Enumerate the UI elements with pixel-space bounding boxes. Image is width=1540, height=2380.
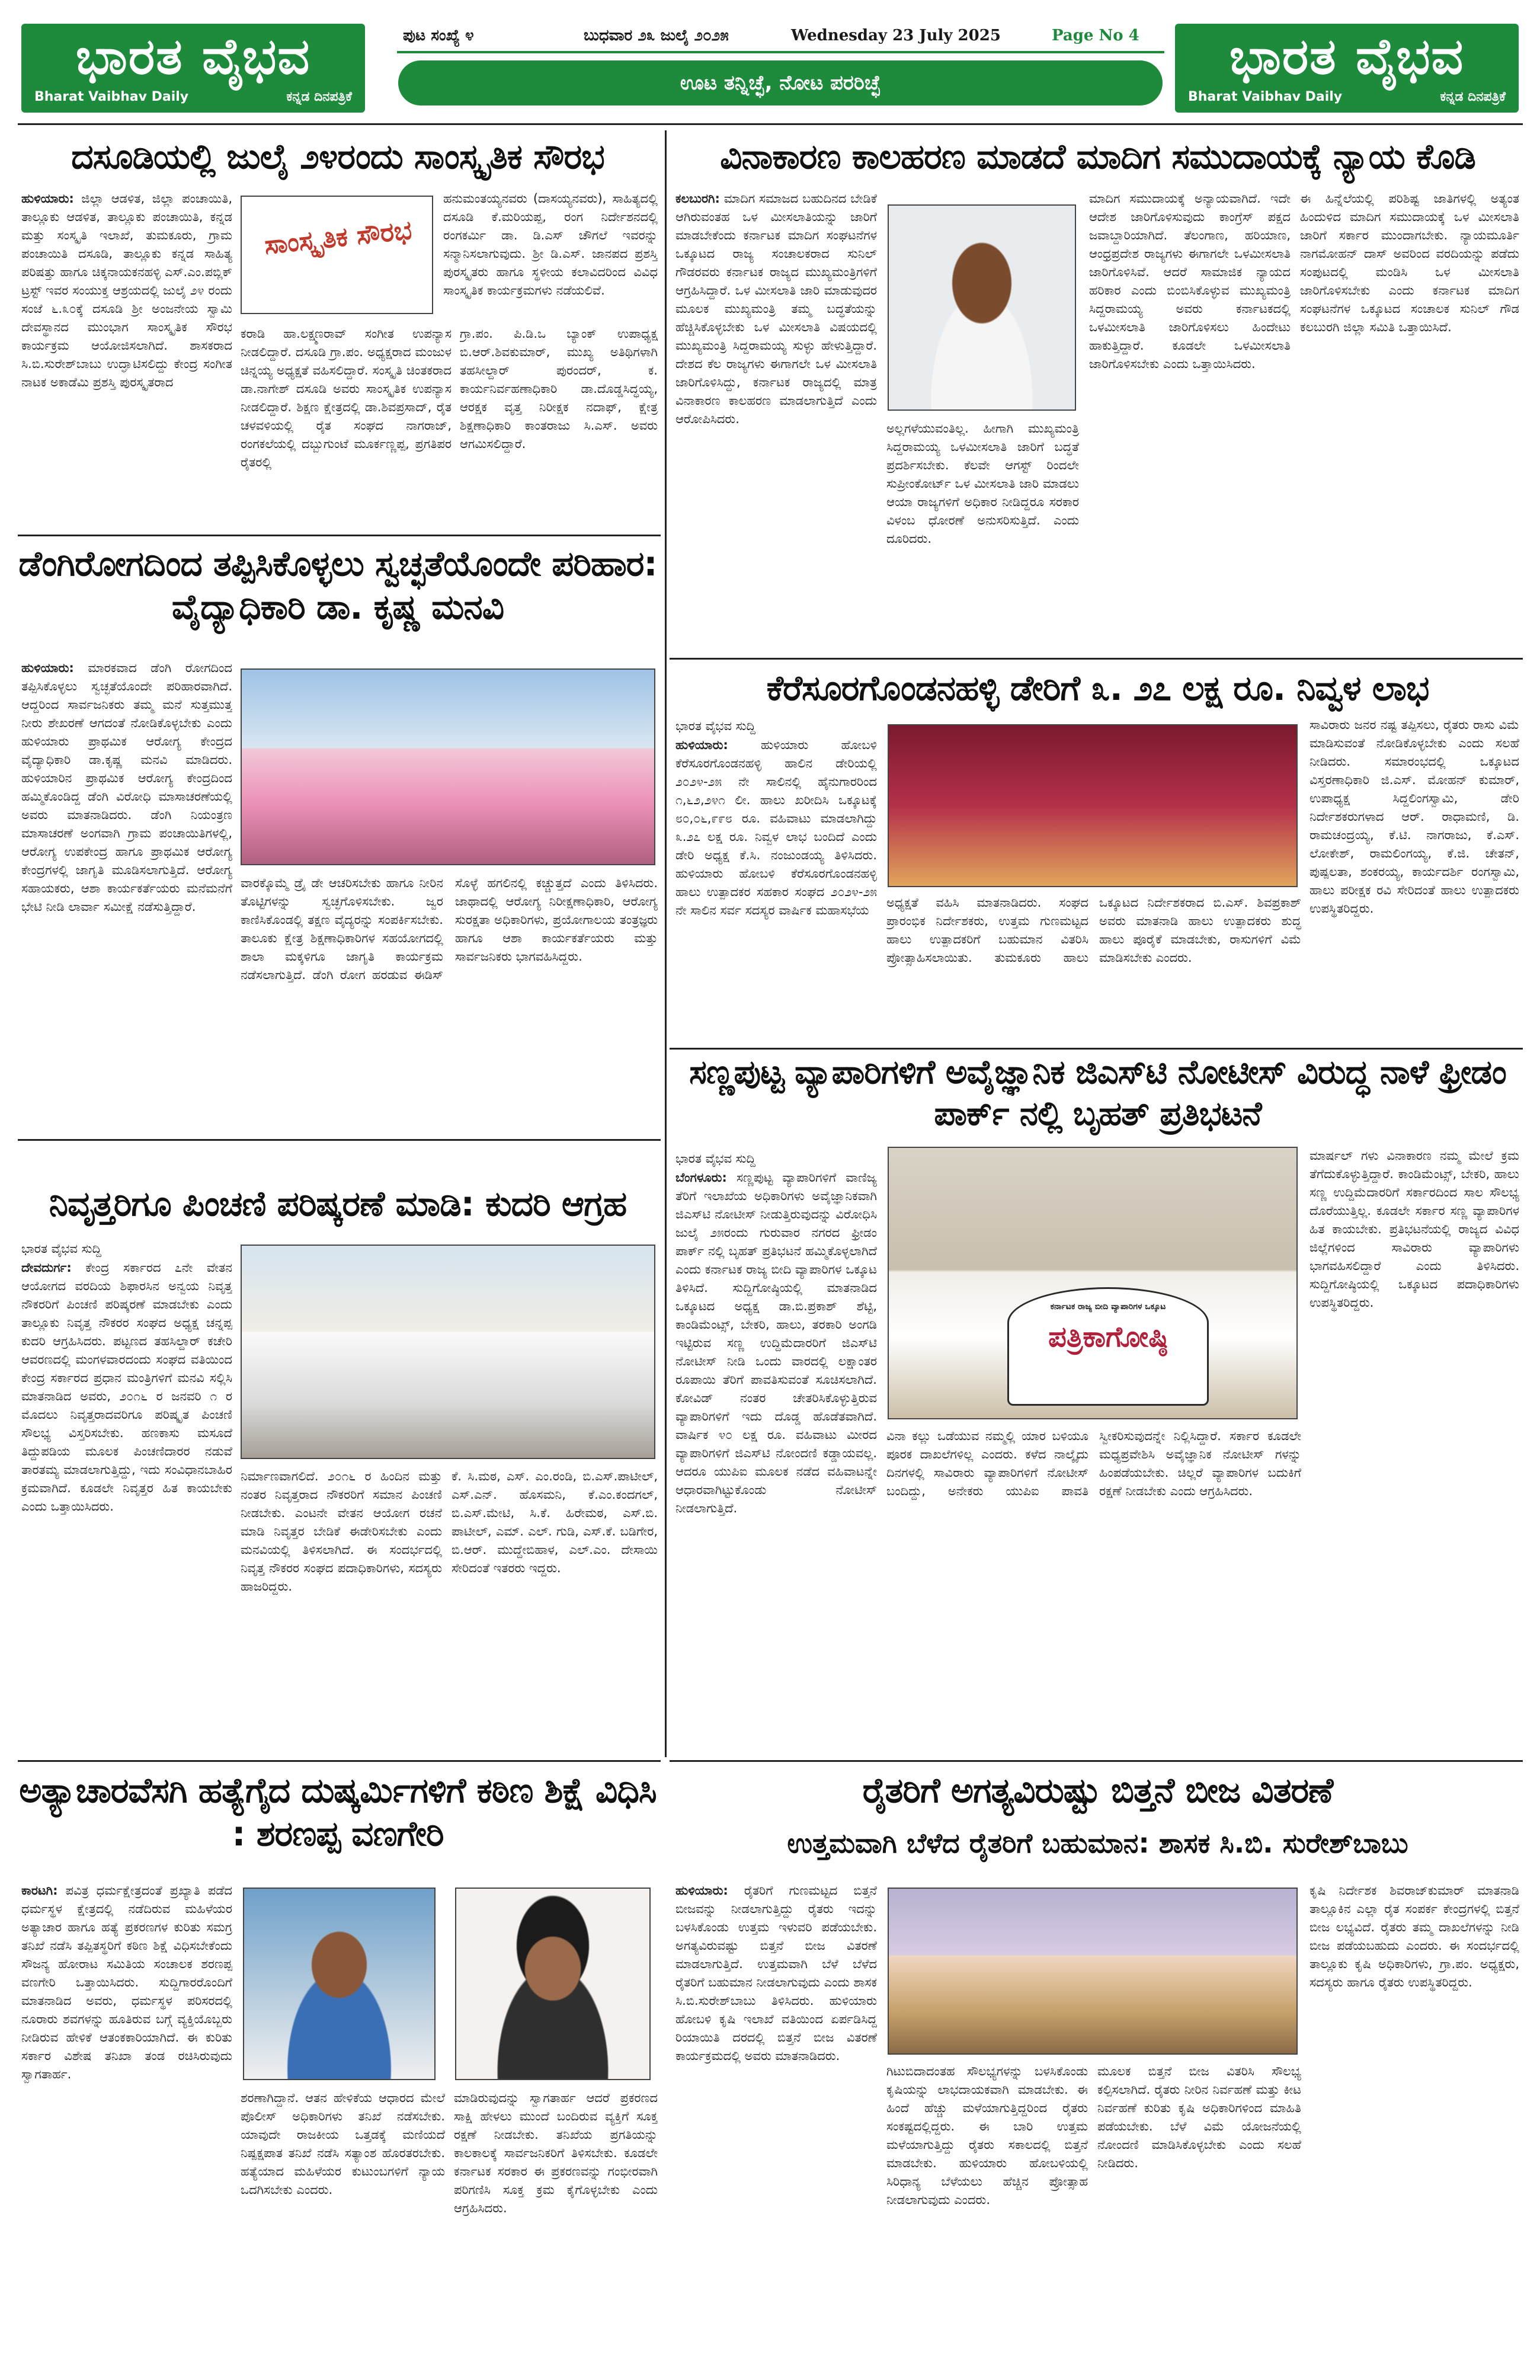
dateline: ಹುಳಿಯಾರು: <box>21 661 74 675</box>
logo-kn: ಕನ್ನಡ ದಿನಪತ್ರಿಕೆ <box>1440 89 1506 104</box>
headline-a6: ನಿವೃತ್ತರಿಗೂ ಪಿಂಚಣಿ ಪರಿಷ್ಕರಣೆ ಮಾಡಿ: ಕುದರಿ ಆಗ್ರಹ <box>49 1183 627 1224</box>
section-rule <box>18 535 661 536</box>
banner-main-text: ಪತ್ರಿಕಾಗೋಷ್ಠಿ <box>1048 1320 1168 1354</box>
a5-press-meet-photo <box>888 1147 1298 1419</box>
dateline: ಹುಳಿಯಾರು: <box>675 738 728 752</box>
a5-col1: ಬೆಂಗಳೂರು: ಸಣ್ಣಪುಟ್ಟ ವ್ಯಾಪಾರಿಗಳಿಗೆ ವಾಣಿಜ್ಯ ತೆರಿಗೆ ಇಲಾಖೆಯ ಅಧಿಕಾರಿಗಳು ಅವೈಜ್ಞಾನಿಕವಾಗಿ ಜಿಎಸ್‌ಟಿ ನೋಟೀಸ್ ನೀಡುತ್ತಿರುವುದನ್ನು ವಿರೋಧಿಸಿ ಜುಲೈ ೨೫ರಂದು ಗುರುವಾರ ನಗರದ ಫ್ರೀಡಂ ಪಾರ್ಕ್ ನಲ್ಲಿ ಬೃಹತ್ ಪ್ರತಿಭಟನೆ ಹಮ್ಮಿಕೊಳ್ಳಲಾಗಿದೆ ಎಂದು ಕರ್ನಾಟಕ ರಾಜ್ಯ ಬೀದಿ ವ್ಯಾಪಾರಿಗಳ ಒಕ್ಕೂಟ ತಿಳಿಸಿದೆ. ಸುದ್ದಿಗೋಷ್ಠಿಯಲ್ಲಿ ಮಾತನಾಡಿದ ಒಕ್ಕೂಟದ ಅಧ್ಯಕ್ಷ ಡಾ.ಬಿ.ಪ್ರಕಾಶ್ ಶೆಟ್ಟಿ, ಕಾಂಡಿಮೆಂಟ್ಸ್, ಬೇಕರಿ, ಹಾಲು, ತರಕಾರಿ ಅಂಗಡಿ ಇಟ್ಟಿರುವ ಸಣ್ಣ ಉದ್ದಿಮೆದಾರರಿಗೆ ಜಿಎಸ್‌ಟಿ ನೋಟೀಸ್ ನೀಡಿ ಒಂದು ವಾರದಲ್ಲಿ ಲಕ್ಷಾಂತರ ರೂಪಾಯಿ ತೆರಿಗೆ ಪಾವತಿಸುವಂತೆ ಸೂಚಿಸಲಾಗಿದೆ. ಕೋವಿಡ್ ನಂತರ ಚೇತರಿಸಿಕೊಳ್ಳುತ್ತಿರುವ ವ್ಯಾಪಾರಿಗಳಿಗೆ ಇದು ದೊಡ್ಡ ಹೊಡೆತವಾಗಿದೆ. ವಾರ್ಷಿಕ ೪೦ ಲಕ್ಷ ರೂ. ವಹಿವಾಟು ಮೀರದ ವ್ಯಾಪಾರಿಗಳಿಗೆ ಜಿಎಸ್‌ಟಿ ನೋಂದಣಿ ಕಡ್ಡಾಯವಲ್ಲ. ಆದರೂ ಯುಪಿಐ ಮೂಲಕ ನಡೆದ ವಹಿವಾಟನ್ನೇ ಆಧಾರವಾಗಿಟ್ಟುಕೊಂಡು ನೋಟೀಸ್ ನೀಡಲಾಗುತ್ತಿದೆ. <box>675 1170 877 1515</box>
tagline: ಊಟ ತನ್ನಿಚ್ಛೆ, ನೋಟ ಪರರಿಚ್ಛೆ <box>398 60 1163 105</box>
a7-col2: ಶರಣಾಗಿದ್ದಾನೆ. ಆತನ ಹೇಳಿಕೆಯ ಆಧಾರದ ಮೇಲೆ ಪೊಲೀಸ್ ಅಧಿಕಾರಿಗಳು ತನಿಖೆ ನಡೆಸಬೇಕು. ಯಾವುದೇ ರಾಜಕೀಯ ಒತ್ತಡಕ್ಕೆ ಮಣಿಯದೆ ನಿಷ್ಪಕ್ಷಪಾತ ತನಿಖೆ ನಡೆಸಿ ಸತ್ಯಾಂಶ ಹೊರತರಬೇಕು. ಹತ್ಯೆಯಾದ ಮಹಿಳೆಯರ ಕುಟುಂಬಗಳಿಗೆ ನ್ಯಾಯ ಒದಗಿಸಬೇಕು ಎಂದರು. <box>241 2091 445 2197</box>
section-rule <box>18 1139 661 1141</box>
a7-col3: ಮಾಡಿರುವುದನ್ನು ಸ್ವಾಗತಾರ್ಹ ಆದರೆ ಪ್ರಕರಣದ ಸಾಕ್ಷಿ ಹೇಳಲು ಮುಂದೆ ಬಂದಿರುವ ವ್ಯಕ್ತಿಗೆ ಸೂಕ್ತ ರಕ್ಷಣೆ ನೀಡಬೇಕು. ತನಿಖೆಯ ಪ್ರಗತಿಯನ್ನು ಕಾಲಕಾಲಕ್ಕೆ ಸಾರ್ವಜನಿಕರಿಗೆ ತಿಳಿಸಬೇಕು. ಕೂಡಲೇ ಕರ್ನಾಟಕ ಸರಕಾರ ಈ ಪ್ರಕರಣವನ್ನು ಗಂಭೀರವಾಗಿ ಪರಿಗಣಿಸಿ ಸೂಕ್ತ ಕ್ರಮ ಕೈಗೊಳ್ಳಬೇಕು ಎಂದು ಆಗ್ರಹಿಸಿದರು. <box>454 2091 658 2215</box>
dateline: ಕಾರಟಗಿ: <box>21 1883 58 1898</box>
a3-col1: ಹುಳಿಯಾರು: ಮಾರಕವಾದ ಡೆಂಗಿ ರೋಗದಿಂದ ತಪ್ಪಿಸಿಕೊಳ್ಳಲು ಸ್ವಚ್ಛತೆಯೊಂದೇ ಪರಿಹಾರವಾಗಿದೆ. ಆದ್ದರಿಂದ ಸಾರ್ವಜನಿಕರು ತಮ್ಮ ಮನೆ ಸುತ್ತಮುತ್ತ ನೀರು ಶೇಖರಣೆ ಆಗದಂತೆ ನೋಡಿಕೊಳ್ಳಬೇಕು ಎಂದು ಹುಳಿಯಾರು ಪ್ರಾಥಮಿಕ ಆರೋಗ್ಯ ಕೇಂದ್ರದ ವೈದ್ಯಾಧಿಕಾರಿ ಡಾ.ಕೃಷ್ಣ ಮನವಿ ಮಾಡಿದರು. ಹುಳಿಯಾರಿನ ಪ್ರಾಥಮಿಕ ಆರೋಗ್ಯ ಕೇಂದ್ರದಿಂದ ಹಮ್ಮಿಕೊಂಡಿದ್ದ ಡೆಂಗಿ ವಿರೋಧಿ ಮಾಸಾಚರಣೆಯಲ್ಲಿ ಅವರು ಮಾತನಾಡಿದರು. ಡೆಂಗಿ ನಿಯಂತ್ರಣ ಮಾಸಾಚರಣೆ ಅಂಗವಾಗಿ ಗ್ರಾಮ ಪಂಚಾಯಿತಿಗಳಲ್ಲಿ, ಆರೋಗ್ಯ ಉಪಕೇಂದ್ರ ಹಾಗೂ ಪ್ರಾಥಮಿಕ ಆರೋಗ್ಯ ಕೇಂದ್ರಗಳಲ್ಲಿ ಜಾಗೃತಿ ಮೂಡಿಸಲಾಗುತ್ತಿದೆ. ಆರೋಗ್ಯ ಸಹಾಯಕರು, ಆಶಾ ಕಾರ್ಯಕರ್ತೆಯರು ಮನೆಮನೆಗೆ ಭೇಟಿ ನೀಡಿ ಲಾರ್ವಾ ಸಮೀಕ್ಷೆ ನಡೆಸುತ್ತಿದ್ದಾರೆ. <box>21 661 232 914</box>
logo-name: ಭಾರತ ವೈಭವ <box>1229 27 1465 85</box>
column-divider <box>665 130 667 1757</box>
logo-name: ಭಾರತ ವೈಭವ <box>75 27 311 85</box>
masthead-logo-left <box>21 24 365 113</box>
a6-source: ಭಾರತ ವೈಭವ ಸುದ್ದಿ <box>21 1242 101 1256</box>
a1-col3: ಗ್ರಾ.ಪಂ. ಪಿ.ಡಿ.ಒ ಬ್ಯಾಂಕ್ ಉಪಾಧ್ಯಕ್ಷ ಬಿ.ಆರ್.ಶಿವಕುಮಾರ್, ಮುಖ್ಯ ಅತಿಥಿಗಳಾಗಿ ತಹಸೀಲ್ದಾರ್ ಪುರಂದರ್, ಕ. ಕಾರ್ಯನಿರ್ವಹಣಾಧಿಕಾರಿ ಡಾ.ದೊಡ್ಡಸಿದ್ಧಯ್ಯ, ಆರಕ್ಷಕ ವೃತ್ತ ನಿರೀಕ್ಷಕ ನದಾಫ್, ಕ್ಷೇತ್ರ ಶಿಕ್ಷಣಾಧಿಕಾರಿ ಕಾಂತರಾಜು ಸಿ.ಎಸ್. ಅವರು ಆಗಮಿಸಲಿದ್ದಾರೆ. <box>460 327 658 451</box>
a2-col3: ಮಾದಿಗ ಸಮುದಾಯಕ್ಕೆ ಅನ್ಯಾಯವಾಗಿದೆ. ಇದೇ ಆದೇಶ ಜಾರಿಗೊಳಿಸುವುದು ಕಾಂಗ್ರೆಸ್ ಪಕ್ಷದ ಜವಾಬ್ದಾರಿಯಾಗಿದೆ. ತೆಲಂಗಾಣ, ಹರಿಯಾಣ, ಆಂಧ್ರಪ್ರದೇಶ ರಾಜ್ಯಗಳು ಈಗಾಗಲೇ ಒಳಮೀಸಲಾತಿ ಜಾರಿಗೊಳಿಸಿವೆ. ಆದರೆ ಸಾಮಾಜಿಕ ನ್ಯಾಯದ ಹರಿಕಾರ ಎಂದು ಬಿಂಬಿಸಿಕೊಳ್ಳುವ ಮುಖ್ಯಮಂತ್ರಿ ಸಿದ್ದರಾಮಯ್ಯ ಅವರು ಕರ್ನಾಟಕದಲ್ಲಿ ಒಳಮೀಸಲಾತಿ ಜಾರಿಗೊಳಿಸಲು ಹಿಂದೇಟು ಹಾಕುತ್ತಿದ್ದಾರೆ. ಕೂಡಲೇ ಒಳಮೀಸಲಾತಿ ಜಾರಿಗೊಳಿಸಬೇಕು ಎಂದು ಒತ್ತಾಯಿಸಿದರು. <box>1089 191 1291 371</box>
headline-a3: ಡೆಂಗಿರೋಗದಿಂದ ತಪ್ಪಿಸಿಕೊಳ್ಳಲು ಸ್ವಚ್ಛತೆಯೊಂದೇ ಪರಿಹಾರ: ವೈದ್ಯಾಧಿಕಾರಿ ಡಾ. ಕೃಷ್ಣ ಮನವಿ <box>18 543 657 627</box>
banner-top-text: ಕರ್ನಾಟಕ ರಾಜ್ಯ ಬೀದಿ ವ್ಯಾಪಾರಿಗಳ ಒಕ್ಕೂಟ <box>1050 1302 1166 1311</box>
headline-a8: ರೈತರಿಗೆ ಅಗತ್ಯವಿರುಷ್ಟು ಬಿತ್ತನೆ ಬೀಜ ವಿತರಣೆ <box>862 1770 1333 1810</box>
a4-source: ಭಾರತ ವೈಭವ ಸುದ್ದಿ <box>675 719 755 733</box>
a4-ceremony-photo <box>888 724 1298 887</box>
logo-en: Bharat Vaibhav Daily <box>34 89 189 104</box>
a5-source: ಭಾರತ ವೈಭವ ಸುದ್ದಿ <box>675 1151 755 1166</box>
sticker-text: ಸಾಂಸ್ಕೃತಿಕ ಸೌರಭ <box>241 196 433 266</box>
headline-a5: ಸಣ್ಣಪುಟ್ಟ ವ್ಯಾಪಾರಿಗಳಿಗೆ ಅವೈಜ್ಞಾನಿಕ ಜಿಎಸ್‌ಟಿ ನೋಟೀಸ್ ವಿರುದ್ಧ ನಾಳೆ ಫ್ರೀಡಂ ಪಾರ್ಕ್ ನಲ್ಲಿ ಬೃಹತ್ ಪ್ರತಿಭಟನೆ <box>689 1053 1506 1133</box>
a7-portrait-woman <box>455 1888 651 2080</box>
section-rule <box>670 1048 1523 1050</box>
masthead-rule <box>397 51 1164 53</box>
a6-col3: ಕೆ. ಸಿ.ಮಠ, ಎಸ್. ಎಂ.ರಂಡಿ, ಬಿ.ಎಸ್.ಪಾಟೀಲ್, ಎಸ್.ಎನ್. ಹೊಸಮನಿ, ಕೆ.ಎಂ.ಕಂದಗಲ್, ಬಿ.ಎಸ್.ಮೇಟಿ, ಸಿ.ಕೆ. ಹಿರೇಮಠ, ಎಸ್.ಬಿ. ಪಾಟೀಲ್, ಎಮ್. ಎಲ್. ಗುಡಿ, ಎಸ್.ಕೆ. ಬಡಿಗೇರ, ಬಿ.ಆರ್. ಮುದ್ದೇಬಿಹಾಳ, ಎಲ್.ಎಂ. ದೇಸಾಯಿ ಸೇರಿದಂತೆ ಇತರರು ಇದ್ದರು. <box>452 1469 658 1575</box>
a8-col3: ಮೂಲಕ ಬಿತ್ತನೆ ಬೀಜ ವಿತರಿಸಿ ಸೌಲಭ್ಯ ಕಲ್ಪಿಸಲಾಗಿದೆ. ರೈತರು ನೀರಿನ ನಿರ್ವಹಣೆ ಮತ್ತು ಕೀಟ ನಿರ್ವಹಣೆ ಕುರಿತು ಕೃಷಿ ಅಧಿಕಾರಿಗಳಿಂದ ಮಾಹಿತಿ ಪಡೆಯಬೇಕು. ಬೆಳೆ ವಿಮೆ ಯೋಜನೆಯಲ್ಲಿ ನೋಂದಣಿ ಮಾಡಿಸಿಕೊಳ್ಳಬೇಕು ಎಂದು ಸಲಹೆ ನೀಡಿದರು. <box>1097 2064 1301 2170</box>
a1-col2a: ಹನುಮಂತಯ್ಯನವರು (ದಾಸಯ್ಯನವರು), ಸಾಹಿತ್ಯದಲ್ಲಿ ದಸೂಡಿ ಕೆ.ಮರಿಯಪ್ಪ, ರಂಗ ನಿರ್ದೇಶನದಲ್ಲಿ ರಂಗಕರ್ಮಿ ಡಾ. ಡಿ.ಎಸ್ ಚೌಗಲೆ ಇವರನ್ನು ಸನ್ಮಾನಿಸಲಾಗುವುದು. ಶ್ರೀ ಡಿ.ಎಸ್. ಜಾನಪದ ಪ್ರಶಸ್ತಿ ಪುರಸ್ಕೃತರು ಹಾಗೂ ಸ್ಥಳೀಯ ಕಲಾವಿದರಿಂದ ವಿವಿಧ ಸಾಂಸ್ಕೃತಿಕ ಕಾರ್ಯಕ್ರಮಗಳು ನಡೆಯಲಿವೆ. <box>443 191 658 298</box>
dateline: ಬೆಂಗಳೂರು: <box>675 1170 727 1185</box>
a1-sticker-image <box>241 196 433 314</box>
headline-a2: ವಿನಾಕಾರಣ ಕಾಲಹರಣ ಮಾಡದೆ ಮಾದಿಗ ಸಮುದಾಯಕ್ಕೆ ನ್ಯಾಯ ಕೊಡಿ <box>720 136 1475 177</box>
page-number-en: Page No 4 <box>1052 27 1139 44</box>
a8-seed-distribution-photo <box>888 1888 1298 2055</box>
a1-col2b: ಕರಾಡಿ ಹಾ.ಲಕ್ಷ್ಮಣರಾವ್ ಸಂಗೀತ ಉಪನ್ಯಾಸ ನೀಡಲಿದ್ದಾರೆ. ದಸೂಡಿ ಗ್ರಾ.ಪಂ. ಅಧ್ಯಕ್ಷರಾದ ಮಂಜುಳ ಚಿನ್ನಯ್ಯ ಅಧ್ಯಕ್ಷತೆ ವಹಿಸಲಿದ್ದಾರೆ. ಸಂಸ್ಕೃತಿ ಚಿಂತಕರಾದ ಡಾ.ನಾಗೇಶ್ ದಸೂಡಿ ಅವರು ಸಾಂಸ್ಕೃತಿಕ ಉಪನ್ಯಾಸ ನೀಡಲಿದ್ದಾರೆ. ಶಿಕ್ಷಣ ಕ್ಷೇತ್ರದಲ್ಲಿ ಡಾ.ಶಿವಪ್ರಸಾದ್, ರೈತ ಚಳವಳಿಯಲ್ಲಿ ರೈತ ಸಂಘದ ನಾಗರಾಜ್, ರಂಗಕಲೆಯಲ್ಲಿ ದಬ್ಬುಗುಂಟೆ ಮೂರ್ಕಣ್ಣಪ್ಪ, ಪ್ರಗತಿಪರ ರೈತರಲ್ಲಿ <box>241 327 452 469</box>
a4-col1: ಹುಳಿಯಾರು: ಹುಳಿಯಾರು ಹೋಬಳಿ ಕೆರೆಸೂರಗೊಂಡನಹಳ್ಳಿ ಹಾಲಿನ ಡೇರಿಯಲ್ಲಿ ೨೦೨೪-೨೫ ನೇ ಸಾಲಿನಲ್ಲಿ ಹೈನುಗಾರರಿಂದ ೧,೬೨,೨೪೧ ಲೀ. ಹಾಲು ಖರೀದಿಸಿ ಒಕ್ಕೂಟಕ್ಕೆ ೮೦,೦೬,೯೯೮ ರೂ. ವಹಿವಾಟು ಮಾಡಲಾಗಿದ್ದು ೩.೨೭ ಲಕ್ಷ ರೂ. ನಿವ್ವಳ ಲಾಭ ಬಂದಿದೆ ಎಂದು ಡೇರಿ ಅಧ್ಯಕ್ಷ ಕೆ.ಸಿ. ನಂಜುಂಡಯ್ಯ ತಿಳಿಸಿದರು. ಹುಳಿಯಾರು ಹೋಬಳಿ ಕೆರೆಸೂರಗೊಂಡನಹಳ್ಳಿ ಹಾಲು ಉತ್ಪಾದಕರ ಸಹಕಾರ ಸಂಘದ ೨೦೨೪-೨೫ ನೇ ಸಾಲಿನ ಸರ್ವ ಸದಸ್ಯರ ವಾರ್ಷಿಕ ಮಹಾಸಭೆಯ <box>675 738 877 917</box>
a1-col1: ಹುಳಿಯಾರು: ಜಿಲ್ಲಾ ಆಡಳಿತ, ಜಿಲ್ಲಾ ಪಂಚಾಯಿತಿ, ತಾಲ್ಲೂಕು ಆಡಳಿತ, ತಾಲ್ಲೂಕು ಪಂಚಾಯಿತಿ, ಕನ್ನಡ ಮತ್ತು ಸಂಸ್ಕೃತಿ ಇಲಾಖೆ, ತುಮಕೂರು, ಗ್ರಾಮ ಪಂಚಾಯಿತಿ ದಸೂಡಿ, ತಾಲ್ಲೂಕು ಕನ್ನಡ ಸಾಹಿತ್ಯ ಪರಿಷತ್ತು ಹಾಗೂ ಚಿಕ್ಕನಾಯಕನಹಳ್ಳಿ ಎಸ್.ಎಂ.ಪಬ್ಲಿಕ್ ಟ್ರಸ್ಟ್ ಇವರ ಸಂಯುಕ್ತ ಆಶ್ರಯದಲ್ಲಿ ಜುಲೈ ೨೪ ರಂದು ಸಂಜೆ ೬.೩೦ಕ್ಕೆ ದಸೂಡಿ ಶ್ರೀ ಅಂಜನೇಯ ಸ್ವಾಮಿ ದೇವಸ್ಥಾನದ ಮುಂಭಾಗ ಸಾಂಸ್ಕೃತಿಕ ಸೌರಭ ಕಾರ್ಯಕ್ರಮ ಆಯೋಜಿಸಲಾಗಿದೆ. ಶಾಸಕರಾದ ಸಿ.ಬಿ.ಸುರೇಶ್‌ಬಾಬು ಉದ್ಘಾಟಿಸಲಿದ್ದು ಕೇಂದ್ರ ಸಂಗೀತ ನಾಟಕ ಅಕಾಡೆಮಿ ಪ್ರಶಸ್ತಿ ಪುರಸ್ಕೃತರಾದ <box>21 191 232 389</box>
a6-memorandum-photo <box>241 1245 655 1459</box>
date-en: Wednesday 23 July 2025 <box>791 27 1001 44</box>
a8-col4: ಕೃಷಿ ನಿರ್ದೇಶಕ ಶಿವರಾಜ್‌ಕುಮಾರ್ ಮಾತನಾಡಿ ತಾಲ್ಲೂಕಿನ ಎಲ್ಲಾ ರೈತ ಸಂಪರ್ಕ ಕೇಂದ್ರಗಳಲ್ಲಿ ಬಿತ್ತನೆ ಬೀಜ ಲಭ್ಯವಿದೆ. ರೈತರು ತಮ್ಮ ದಾಖಲೆಗಳನ್ನು ನೀಡಿ ಬೀಜ ಪಡೆಯಬಹುದು ಎಂದರು. ಈ ಸಂದರ್ಭದಲ್ಲಿ ತಾಲ್ಲೂಕು ಕೃಷಿ ಅಧಿಕಾರಿಗಳು, ಗ್ರಾ.ಪಂ. ಅಧ್ಯಕ್ಷರು, ಸದಸ್ಯರು ಹಾಗೂ ರೈತರು ಉಪಸ್ಥಿತರಿದ್ದರು. <box>1310 1883 1519 1989</box>
a3-col2: ವಾರಕ್ಕೊಮ್ಮೆ ಡ್ರೈ ಡೇ ಆಚರಿಸಬೇಕು ಹಾಗೂ ನೀರಿನ ತೊಟ್ಟಿಗಳನ್ನು ಸ್ವಚ್ಛಗೊಳಿಸಬೇಕು. ಜ್ವರ ಕಾಣಿಸಿಕೊಂಡಲ್ಲಿ ತಕ್ಷಣ ವೈದ್ಯರನ್ನು ಸಂಪರ್ಕಿಸಬೇಕು. ತಾಲೂಕು ಕ್ಷೇತ್ರ ಶಿಕ್ಷಣಾಧಿಕಾರಿಗಳ ಸಹಯೋಗದಲ್ಲಿ ಶಾಲಾ ಮಕ್ಕಳಿಗೂ ಜಾಗೃತಿ ಕಾರ್ಯಕ್ರಮ ನಡೆಸಲಾಗುತ್ತಿದೆ. ಡೆಂಗಿ ರೋಗ ಹರಡುವ ಈಡಿಸ್ ಸೊಳ್ಳೆ ಹಗಲಿನಲ್ಲಿ ಕಚ್ಚುತ್ತದೆ ಎಂದು ತಿಳಿಸಿದರು. ಜಾಥಾದಲ್ಲಿ ಆರೋಗ್ಯ ನಿರೀಕ್ಷಣಾಧಿಕಾರಿ, ಆರೋಗ್ಯ ಸುರಕ್ಷತಾ ಅಧಿಕಾರಿಗಳು, ಪ್ರಯೋಗಾಲಯ ತಂತ್ರಜ್ಞರು ಹಾಗೂ ಆಶಾ ಕಾರ್ಯಕರ್ತೆಯರು ಮತ್ತು ಸಾರ್ವಜನಿಕರು ಭಾಗವಹಿಸಿದ್ದರು. <box>241 876 658 982</box>
a3-rally-photo <box>241 668 655 865</box>
a4-col2: ಅಧ್ಯಕ್ಷತೆ ವಹಿಸಿ ಮಾತನಾಡಿದರು. ಸಂಘದ ಪ್ರಾರಂಭಿಕ ನಿರ್ದೇಶಕರು, ಉತ್ತಮ ಗುಣಮಟ್ಟದ ಹಾಲು ಉತ್ಪಾದಕರಿಗೆ ಬಹುಮಾನ ವಿತರಿಸಿ ಪ್ರೋತ್ಸಾಹಿಸಲಾಯಿತು. ತುಮಕೂರು ಹಾಲು ಒಕ್ಕೂಟದ ನಿರ್ದೇಶಕರಾದ ಬಿ.ಎಸ್. ಶಿವಪ್ರಕಾಶ್ ಅವರು ಮಾತನಾಡಿ ಹಾಲು ಉತ್ಪಾದಕರು ಶುದ್ಧ ಹಾಲು ಪೂರೈಕೆ ಮಾಡಬೇಕು, ರಾಸುಗಳಿಗೆ ವಿಮೆ ಮಾಡಿಸಬೇಕು ಎಂದರು. <box>886 895 1301 965</box>
a7-col1: ಕಾರಟಗಿ: ಪವಿತ್ರ ಧರ್ಮಕ್ಷೇತ್ರದಂತೆ ಪ್ರಖ್ಯಾತಿ ಪಡೆದ ಧರ್ಮಸ್ಥಳ ಕ್ಷೇತ್ರದಲ್ಲಿ ನಡೆದಿರುವ ಮಹಿಳೆಯರ ಅತ್ಯಾಚಾರ ಹಾಗೂ ಹತ್ಯೆ ಪ್ರಕರಣಗಳ ಕುರಿತು ಸಮಗ್ರ ತನಿಖೆ ನಡೆಸಿ ತಪ್ಪಿತಸ್ಥರಿಗೆ ಕಠಿಣ ಶಿಕ್ಷೆ ವಿಧಿಸಬೇಕೆಂದು ಸೌಜನ್ಯ ಹೋರಾಟ ಸಮಿತಿಯ ಸಂಚಾಲಕ ಶರಣಪ್ಪ ವಣಗೇರಿ ಒತ್ತಾಯಿಸಿದರು. ಸುದ್ದಿಗಾರರೊಂದಿಗೆ ಮಾತನಾಡಿದ ಅವರು, ಧರ್ಮಸ್ಥಳ ಪರಿಸರದಲ್ಲಿ ನೂರಾರು ಶವಗಳನ್ನು ಹೂತಿರುವ ಬಗ್ಗೆ ವ್ಯಕ್ತಿಯೊಬ್ಬರು ನೀಡಿರುವ ಹೇಳಿಕೆ ಆತಂಕಕಾರಿಯಾಗಿದೆ. ಈ ಕುರಿತು ಸರ್ಕಾರ ವಿಶೇಷ ತನಿಖಾ ತಂಡ ರಚಿಸಿರುವುದು ಸ್ವಾಗತಾರ್ಹ. <box>21 1883 232 2081</box>
subheadline-a8: ಉತ್ತಮವಾಗಿ ಬೆಳೆದ ರೈತರಿಗೆ ಬಹುಮಾನ: ಶಾಸಕ ಸಿ.ಬಿ. ಸುರೇಶ್‌ಬಾಬು <box>787 1827 1408 1859</box>
a2-col1: ಕಲಬುರಗಿ: ಮಾದಿಗ ಸಮಾಜದ ಬಹುದಿನದ ಬೇಡಿಕೆ ಆಗಿರುವಂತಹ ಒಳ ಮೀಸಲಾತಿಯನ್ನು ಜಾರಿಗೆ ಮಾಡಬೇಕೆಂದು ಕರ್ನಾಟಕ ಮಾದಿಗ ಸಂಘಟನೆಗಳ ಒಕ್ಕೂಟದ ರಾಜ್ಯ ಸಂಚಾಲಕರಾದ ಸುನಿಲ್ ಗೌಡರವರು ಕರ್ನಾಟಕ ರಾಜ್ಯದ ಮುಖ್ಯಮಂತ್ರಿಗಳಿಗೆ ಆಗ್ರಹಿಸಿದ್ದಾರೆ. ಒಳ ಮೀಸಲಾತಿ ಜಾರಿ ಮಾಡುವುದರ ಮೂಲಕ ಮುಖ್ಯಮಂತ್ರಿ ತಮ್ಮ ಬದ್ಧತೆಯನ್ನು ಹೆಚ್ಚಿಸಿಕೊಳ್ಳಬೇಕು ಒಳ ಮೀಸಲಾತಿ ವಿಷಯದಲ್ಲಿ ಮುಖ್ಯಮಂತ್ರಿ ಸಿದ್ದರಾಮಯ್ಯ ಸುಳ್ಳು ಹೇಳುತ್ತಿದ್ದಾರೆ. ದೇಶದ ಕೆಲ ರಾಜ್ಯಗಳು ಈಗಾಗಲೇ ಒಳ ಮೀಸಲಾತಿ ಜಾರಿಗೊಳಿಸಿದ್ದು, ಕರ್ನಾಟಕ ರಾಜ್ಯದಲ್ಲಿ ಮಾತ್ರ ವಿನಾಕಾರಣ ಕಾಲಹರಣ ಮಾಡಲಾಗುತ್ತಿದೆ ಎಂದು ಆರೋಪಿಸಿದರು. <box>675 191 877 426</box>
dateline: ಕಲಬುರಗಿ: <box>675 191 720 206</box>
a2-col4: ಈ ಹಿನ್ನೆಲೆಯಲ್ಲಿ ಪರಿಶಿಷ್ಟ ಜಾತಿಗಳಲ್ಲಿ ಅತ್ಯಂತ ಹಿಂದುಳಿದ ಮಾದಿಗ ಸಮುದಾಯಕ್ಕೆ ಒಳ ಮೀಸಲಾತಿ ಜಾರಿಗೆ ಸರ್ಕಾರ ಮುಂದಾಗಬೇಕು. ನ್ಯಾಯಮೂರ್ತಿ ನಾಗಮೋಹನ್ ದಾಸ್ ಅವರಿಂದ ವರದಿಯನ್ನು ಪಡೆದು ಸಂಪುಟದಲ್ಲಿ ಮಂಡಿಸಿ ಒಳ ಮೀಸಲಾತಿ ಜಾರಿಗೊಳಿಸಬೇಕು ಎಂದು ಕರ್ನಾಟಕ ಮಾದಿಗ ಸಂಘಟನೆಗಳ ಒಕ್ಕೂಟದ ಸಂಚಾಲಕ ಸುನಿಲ್ ಗೌಡ ಕಲಬುರಗಿ ಜಿಲ್ಲಾ ಸಮಿತಿ ಒತ್ತಾಯಿಸಿದೆ. <box>1300 191 1519 334</box>
masthead-divider <box>18 123 1523 125</box>
a2-portrait-photo <box>888 204 1076 411</box>
dateline: ಹುಳಿಯಾರು: <box>21 191 74 206</box>
section-rule <box>670 658 1523 660</box>
page-number-kn: ಪುಟ ಸಂಖ್ಯೆ ೪ <box>403 27 474 44</box>
masthead-logo-right <box>1175 24 1519 113</box>
a6-col1: ದೇವದುರ್ಗ: ಕೇಂದ್ರ ಸರ್ಕಾರದ ೭ನೇ ವೇತನ ಆಯೋಗದ ವರದಿಯ ಶಿಫಾರಸಿನ ಅನ್ವಯ ನಿವೃತ್ತ ನೌಕರರಿಗೆ ಪಿಂಚಣಿ ಪರಿಷ್ಕರಣೆ ಮಾಡಬೇಕು ಎಂದು ತಾಲ್ಲೂಕು ನಿವೃತ್ತ ನೌಕರರ ಸಂಘದ ಅಧ್ಯಕ್ಷ ಚನ್ನಪ್ಪ ಕುದರಿ ಆಗ್ರಹಿಸಿದರು. ಪಟ್ಟಣದ ತಹಸಿಲ್ದಾರ್ ಕಚೇರಿ ಆವರಣದಲ್ಲಿ ಮಂಗಳವಾರದಂದು ಸಂಘದ ವತಿಯಿಂದ ಕೇಂದ್ರ ಸರ್ಕಾರದ ಪ್ರಧಾನ ಮಂತ್ರಿಗಳಿಗೆ ಮನವಿ ಸಲ್ಲಿಸಿ ಮಾತನಾಡಿದ ಅವರು, ೨೦೧೬ ರ ಜನವರಿ ೧ ರ ಮೊದಲು ನಿವೃತ್ತರಾದವರಿಗೂ ಪರಿಷ್ಕೃತ ಪಿಂಚಣಿ ಸೌಲಭ್ಯ ವಿಸ್ತರಿಸಬೇಕು. ಹಣಕಾಸು ಮಸೂದೆ ತಿದ್ದುಪಡಿಯ ಮೂಲಕ ಪಿಂಚಣಿದಾರರ ನಡುವೆ ತಾರತಮ್ಯ ಮಾಡಲಾಗುತ್ತಿದ್ದು, ಇದು ಸಂವಿಧಾನಬಾಹಿರ ಕ್ರಮವಾಗಿದೆ. ಕೂಡಲೇ ನಿವೃತ್ತರ ಹಿತ ಕಾಯಬೇಕು ಎಂದು ಒತ್ತಾಯಿಸಿದರು. <box>21 1261 232 1514</box>
headline-a7: ಅತ್ಯಾಚಾರವೆಸಗಿ ಹತ್ಯೆಗೈದ ದುಷ್ಕರ್ಮಿಗಳಿಗೆ ಕಠಿಣ ಶಿಕ್ಷೆ ವಿಧಿಸಿ : ಶರಣಪ್ಪ ವಣಗೇರಿ <box>19 1770 657 1854</box>
press-banner <box>1007 1287 1209 1406</box>
logo-kn: ಕನ್ನಡ ದಿನಪತ್ರಿಕೆ <box>286 89 352 104</box>
section-rule <box>18 1760 661 1762</box>
date-kn: ಬುಧವಾರ ೨೩ ಜುಲೈ ೨೦೨೫ <box>584 27 729 44</box>
a7-portrait-man <box>243 1888 436 2080</box>
dateline: ಹುಳಿಯಾರು: <box>675 1883 728 1898</box>
dateline: ದೇವದುರ್ಗ: <box>21 1261 72 1275</box>
a5-col3: ಮಾರ್ಷಲ್ ಗಳು ವಿನಾಕಾರಣ ನಮ್ಮ ಮೇಲೆ ಕ್ರಮ ತೆಗೆದುಕೊಳ್ಳುತ್ತಿದ್ದಾರೆ. ಕಾಂಡಿಮೆಂಟ್ಸ್, ಬೇಕರಿ, ಹಾಲು ಸಣ್ಣ ಉದ್ದಿಮೆದಾರರಿಗೆ ಸರ್ಕಾರದಿಂದ ಸಾಲ ಸೌಲಭ್ಯ ದೊರೆಯುತ್ತಿಲ್ಲ. ಕೂಡಲೇ ಸರ್ಕಾರ ಸಣ್ಣ ವ್ಯಾಪಾರಿಗಳ ಹಿತ ಕಾಯಬೇಕು. ಪ್ರತಿಭಟನೆಯಲ್ಲಿ ರಾಜ್ಯದ ವಿವಿಧ ಜಿಲ್ಲೆಗಳಿಂದ ಸಾವಿರಾರು ವ್ಯಾಪಾರಿಗಳು ಭಾಗವಹಿಸಲಿದ್ದಾರೆ ಎಂದು ತಿಳಿಸಿದರು. ಸುದ್ದಿಗೋಷ್ಠಿಯಲ್ಲಿ ಒಕ್ಕೂಟದ ಪದಾಧಿಕಾರಿಗಳು ಉಪಸ್ಥಿತರಿದ್ದರು. <box>1310 1149 1519 1310</box>
section-rule <box>670 1760 1523 1762</box>
headline-a1: ದಸೂಡಿಯಲ್ಲಿ ಜುಲೈ ೨೪ರಂದು ಸಾಂಸ್ಕೃತಿಕ ಸೌರಭ <box>71 136 604 177</box>
a5-col2: ವಿನಾ ಕಲ್ಲು ಒಡೆಯುವ ನಮ್ಮಲ್ಲಿ ಯಾರ ಬಳಿಯೂ ಪೂರಕ ದಾಖಲೆಗಳಿಲ್ಲ ಎಂದರು. ಕಳೆದ ನಾಲ್ಕೈದು ದಿನಗಳಲ್ಲಿ ಸಾವಿರಾರು ವ್ಯಾಪಾರಿಗಳಿಗೆ ನೋಟೀಸ್ ಬಂದಿದ್ದು, ಅನೇಕರು ಯುಪಿಐ ಪಾವತಿ ಸ್ವೀಕರಿಸುವುದನ್ನೇ ನಿಲ್ಲಿಸಿದ್ದಾರೆ. ಸರ್ಕಾರ ಕೂಡಲೇ ಮಧ್ಯಪ್ರವೇಶಿಸಿ ಅವೈಜ್ಞಾನಿಕ ನೋಟೀಸ್ ಗಳನ್ನು ಹಿಂಪಡೆಯಬೇಕು. ಚಿಲ್ಲರೆ ವ್ಯಾಪಾರಿಗಳ ಬದುಕಿಗೆ ರಕ್ಷಣೆ ನೀಡಬೇಕು ಎಂದು ಆಗ್ರಹಿಸಿದರು. <box>886 1429 1301 1498</box>
a2-col2: ಅಲ್ಲಗಳೆಯುವಂತಿಲ್ಲ. ಹೀಗಾಗಿ ಮುಖ್ಯಮಂತ್ರಿ ಸಿದ್ದರಾಮಯ್ಯ ಒಳಮೀಸಲಾತಿ ಜಾರಿಗೆ ಬದ್ಧತೆ ಪ್ರದರ್ಶಿಸಬೇಕು. ಕೆಲವೇ ಆಗಸ್ಟ್ ರಿಂದಲೇ ಸುಪ್ರೀಂಕೋರ್ಟ್ ಒಳ ಮೀಸಲಾತಿ ಜಾರಿ ಮಾಡಲು ಆಯಾ ರಾಜ್ಯಗಳಿಗೆ ಅಧಿಕಾರ ನೀಡಿದ್ದರೂ ಸರಕಾರ ವಿಳಂಬ ಧೋರಣೆ ಅನುಸರಿಸುತ್ತಿದೆ. ಎಂದು ದೂರಿದರು. <box>886 421 1079 546</box>
a4-col3: ಸಾವಿರಾರು ಜನರ ನಷ್ಟ ತಪ್ಪಿಸಲು, ರೈತರು ರಾಸು ವಿಮೆ ಮಾಡಿಸುವಂತೆ ನೋಡಿಕೊಳ್ಳಬೇಕು ಎಂದು ಸಲಹೆ ನೀಡಿದರು. ಸಮಾರಂಭದಲ್ಲಿ ಒಕ್ಕೂಟದ ವಿಸ್ತರಣಾಧಿಕಾರಿ ಜಿ.ಎಸ್. ಮೋಹನ್ ಕುಮಾರ್, ಉಪಾಧ್ಯಕ್ಷ ಸಿದ್ದಲಿಂಗಸ್ವಾಮಿ, ಡೇರಿ ನಿರ್ದೇಶಕರುಗಳಾದ ಆರ್. ರಾಧಾಮಣಿ, ಡಿ. ರಾಮಚಂದ್ರಯ್ಯ, ಕೆ.ಟಿ. ನಾಗರಾಜು, ಕೆ.ಎಸ್. ಲೋಕೇಶ್, ರಾಮಲಿಂಗಯ್ಯ, ಕೆ.ಜಿ. ಚೇತನ್, ಪುಷ್ಪಲತಾ, ಶಂಕರಯ್ಯ, ಕಾರ್ಯದರ್ಶಿ ರಂಗಸ್ವಾಮಿ, ಹಾಲು ಪರೀಕ್ಷಕ ರವಿ ಸೇರಿದಂತೆ ಹಾಲು ಉತ್ಪಾದಕರು ಉಪಸ್ಥಿತರಿದ್ದರು. <box>1310 718 1519 916</box>
logo-en: Bharat Vaibhav Daily <box>1188 89 1343 104</box>
a8-col2: ಗಿಟುಬಿದಾದಂತಹ ಸೌಲಭ್ಯಗಳನ್ನು ಬಳಸಿಕೊಂಡು ಕೃಷಿಯನ್ನು ಲಾಭದಾಯಕವಾಗಿ ಮಾಡಬೇಕು. ಈ ಹಿಂದೆ ಹೆಚ್ಚು ಮಳೆಯಾಗುತ್ತಿದ್ದರಿಂದ ರೈತರು ಸಂಕಷ್ಟದಲ್ಲಿದ್ದರು. ಈ ಬಾರಿ ಉತ್ತಮ ಮಳೆಯಾಗುತ್ತಿದ್ದು ರೈತರು ಸಕಾಲದಲ್ಲಿ ಬಿತ್ತನೆ ಮಾಡಬೇಕು. ಹುಳಿಯಾರು ಹೋಬಳಿಯಲ್ಲಿ ಸಿರಿಧಾನ್ಯ ಬೆಳೆಯಲು ಹೆಚ್ಚಿನ ಪ್ರೋತ್ಸಾಹ ನೀಡಲಾಗುವುದು ಎಂದರು. <box>886 2064 1088 2207</box>
a6-col2: ನಿರ್ಮಾಣವಾಗಲಿದೆ. ೨೦೧೬ ರ ಹಿಂದಿನ ಮತ್ತು ನಂತರ ನಿವೃತ್ತರಾದ ನೌಕರರಿಗೆ ಸಮಾನ ಪಿಂಚಣಿ ನೀಡಬೇಕು. ಎಂಟನೇ ವೇತನ ಆಯೋಗ ರಚನೆ ಮಾಡಿ ನಿವೃತ್ತರ ಬೇಡಿಕೆ ಈಡೇರಿಸಬೇಕು ಎಂದು ಮನವಿಯಲ್ಲಿ ತಿಳಿಸಲಾಗಿದೆ. ಈ ಸಂದರ್ಭದಲ್ಲಿ ನಿವೃತ್ತ ನೌಕರರ ಸಂಘದ ಪದಾಧಿಕಾರಿಗಳು, ಸದಸ್ಯರು ಹಾಜರಿದ್ದರು. <box>241 1469 442 1594</box>
a8-col1: ಹುಳಿಯಾರು: ರೈತರಿಗೆ ಗುಣಮಟ್ಟದ ಬಿತ್ತನೆ ಬೀಜವನ್ನು ನೀಡಲಾಗುತ್ತಿದ್ದು ರೈತರು ಇದನ್ನು ಬಳಸಿಕೊಂಡು ಉತ್ತಮ ಇಳುವರಿ ಪಡೆಯಬೇಕು. ಅಗತ್ಯವಿರುವಷ್ಟು ಬಿತ್ತನೆ ಬೀಜ ವಿತರಣೆ ಮಾಡಲಾಗುತ್ತಿದೆ. ಉತ್ತಮವಾಗಿ ಬೆಳೆ ಬೆಳೆದ ರೈತರಿಗೆ ಬಹುಮಾನ ನೀಡಲಾಗುವುದು ಎಂದು ಶಾಸಕ ಸಿ.ಬಿ.ಸುರೇಶ್‌ಬಾಬು ತಿಳಿಸಿದರು. ಹುಳಿಯಾರು ಹೋಬಳಿ ಕೃಷಿ ಇಲಾಖೆ ವತಿಯಿಂದ ಏರ್ಪಡಿಸಿದ್ದ ರಿಯಾಯಿತಿ ದರದಲ್ಲಿ ಬಿತ್ತನೆ ಬೀಜ ವಿತರಣೆ ಕಾರ್ಯಕ್ರಮದಲ್ಲಿ ಅವರು ಮಾತನಾಡಿದರು. <box>675 1883 877 2063</box>
headline-a4: ಕೆರೆಸೂರಗೊಂಡನಹಳ್ಳಿ ಡೇರಿಗೆ ೩. ೨೭ ಲಕ್ಷ ರೂ. ನಿವ್ವಳ ಲಾಭ <box>766 668 1429 708</box>
